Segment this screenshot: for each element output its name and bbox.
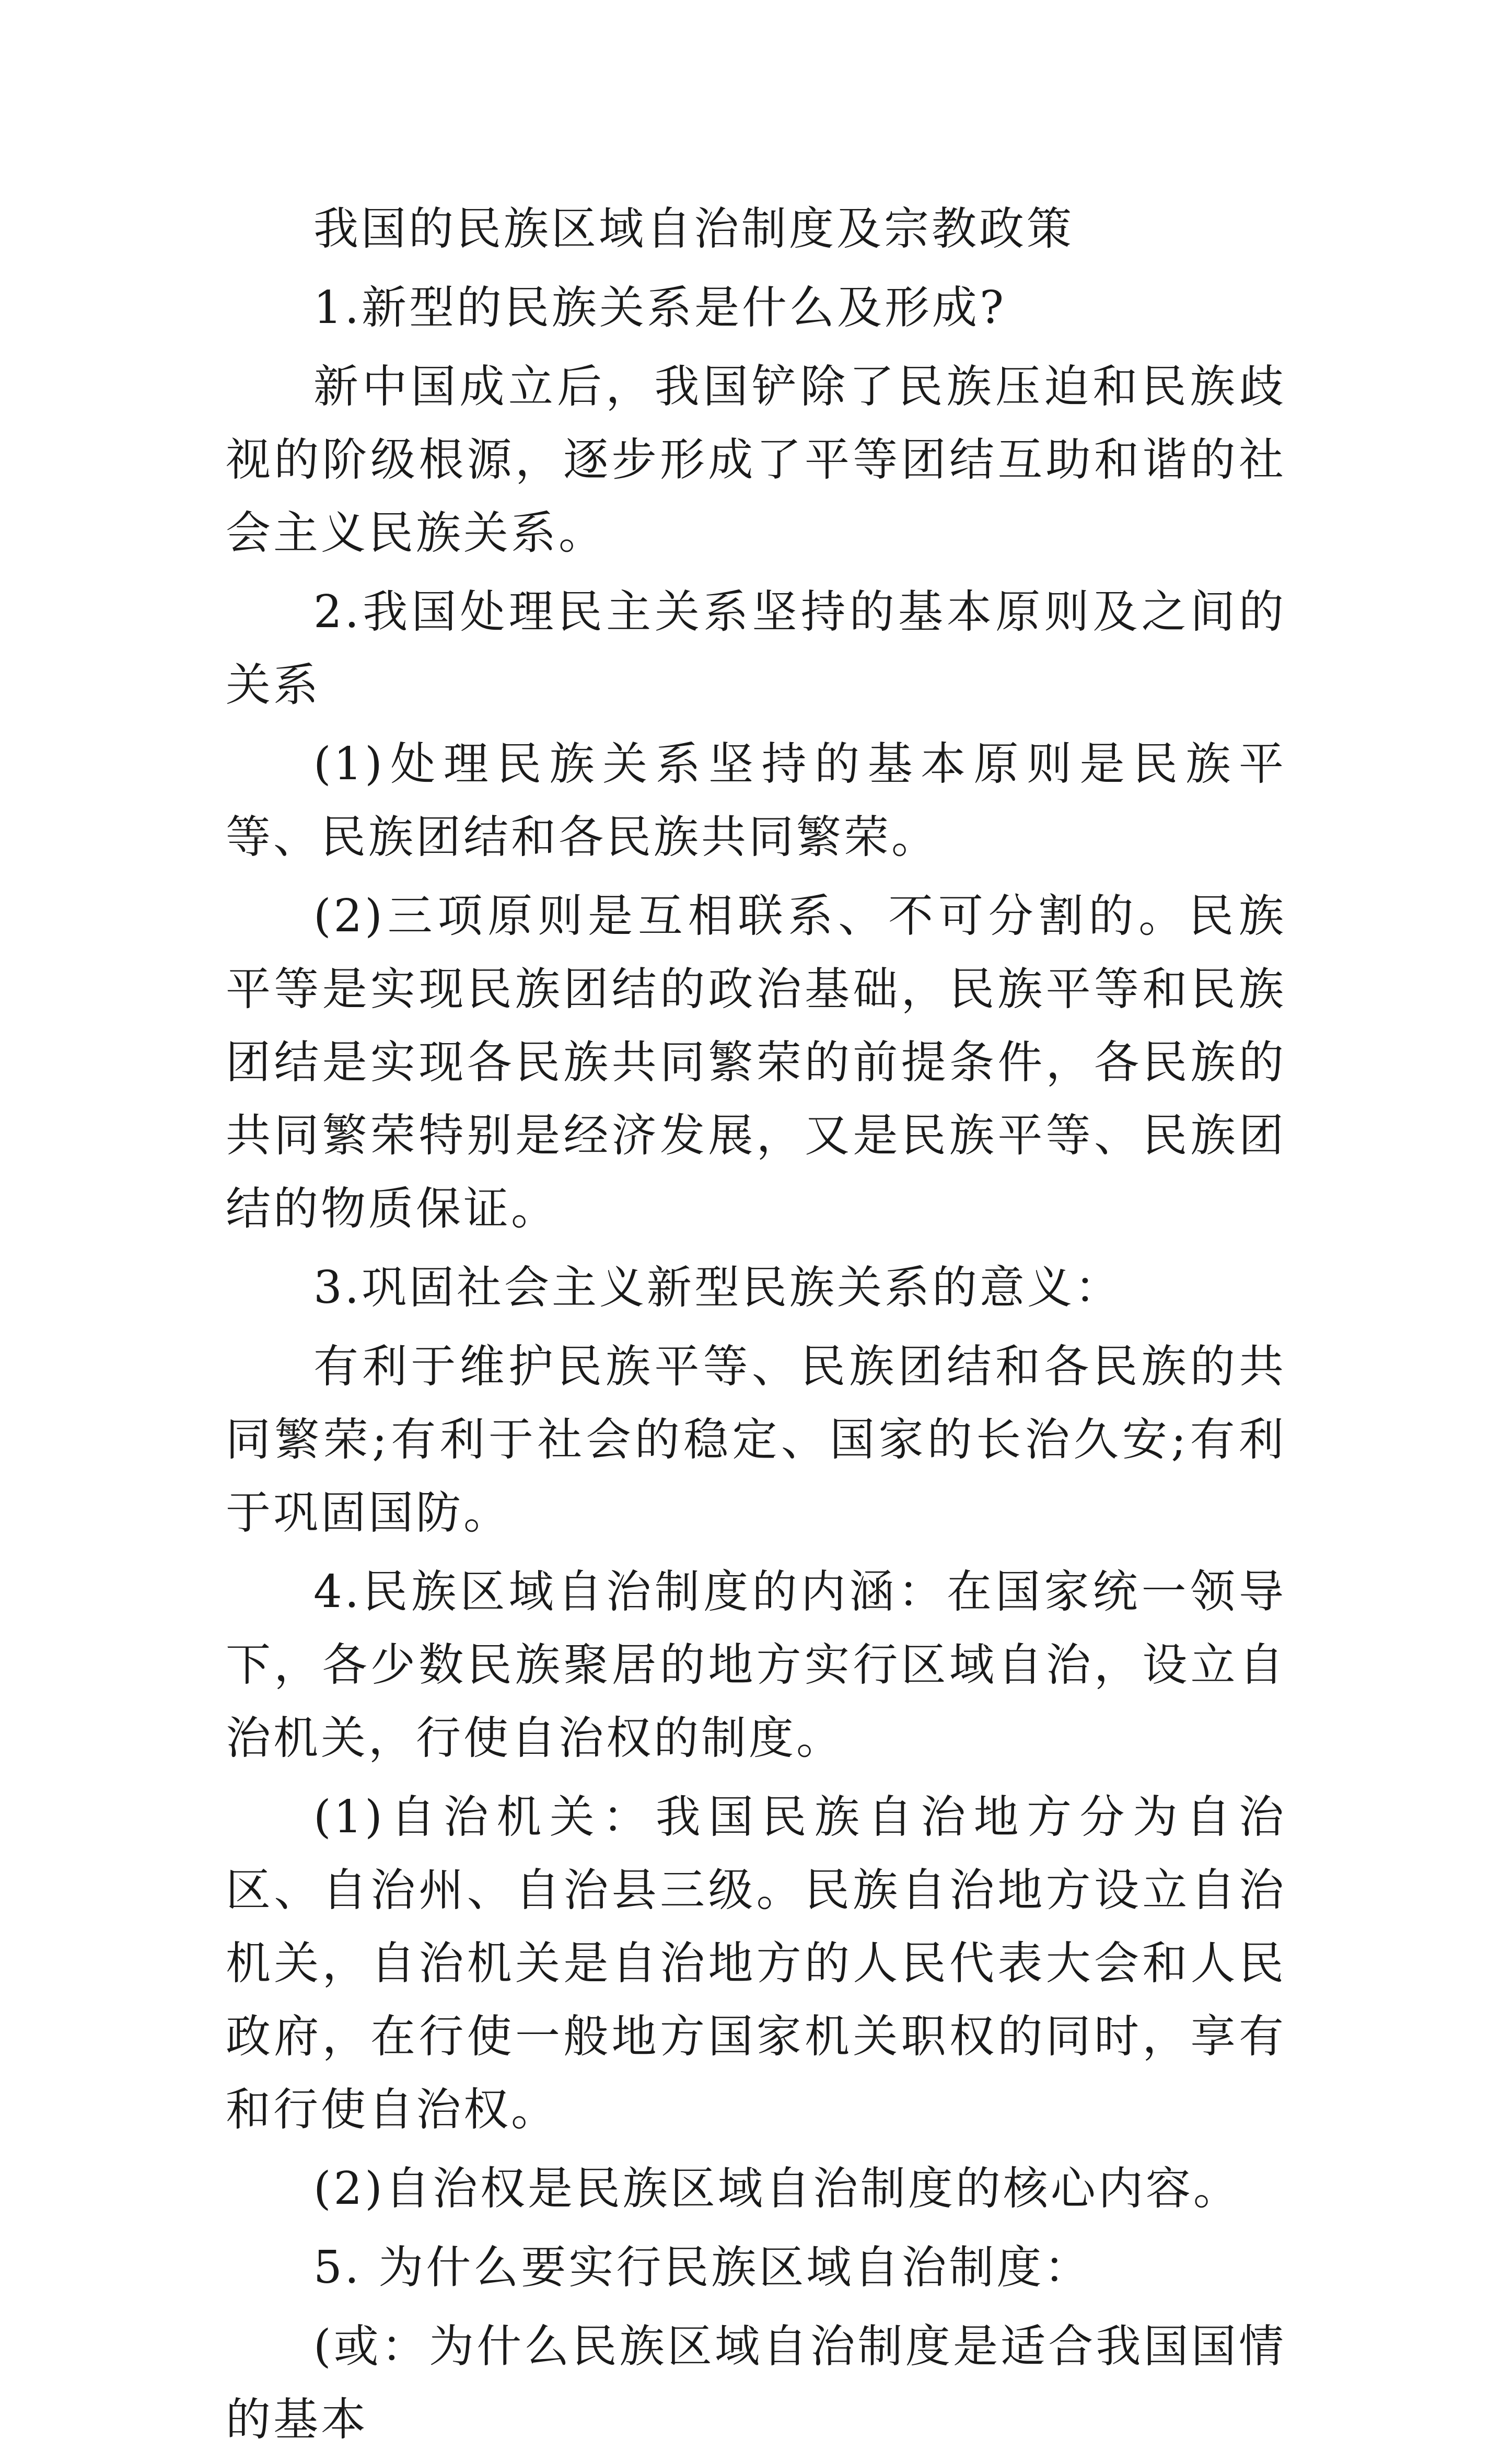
document-title: 我国的民族区域自治制度及宗教政策 <box>313 203 1074 255</box>
paragraph: (2)自治权是民族区域自治制度的核心内容。 <box>313 2163 1241 2215</box>
paragraph: (或：为什么民族区域自治制度是适合我国国情的基本 <box>226 2320 1286 2446</box>
paragraph: 5. 为什么要实行民族区域自治制度： <box>313 2241 1092 2294</box>
document-body <box>226 192 1286 2462</box>
paragraph: 3.巩固社会主义新型民族关系的意义： <box>313 1262 1123 1314</box>
paragraph: 2.我国处理民主关系坚持的基本原则及之间的关系 <box>226 586 1286 711</box>
paragraph: (2)三项原则是互相联系、不可分割的。民族平等是实现民族团结的政治基础，民族平等和民族团结是实现各民族共同繁荣的前提条件，各民族的共同繁荣特别是经济发展，又是民族平等、民族团结的物质保证。 <box>226 890 1286 1235</box>
paragraph: (1)处理民族关系坚持的基本原则是民族平等、民族团结和各民族共同繁荣。 <box>226 738 1286 863</box>
paragraph: 有利于维护民族平等、民族团结和各民族的共同繁荣;有利于社会的稳定、国家的长治久安;有利于巩固国防。 <box>226 1340 1286 1539</box>
paragraph: 1.新型的民族关系是什么及形成? <box>313 282 1007 334</box>
paragraph: 4.民族区域自治制度的内涵：在国家统一领导下，各少数民族聚居的地方实行区域自治，设立自治机关，行使自治权的制度。 <box>226 1566 1286 1764</box>
paragraph: (1)自治机关：我国民族自治地方分为自治区、自治州、自治县三级。民族自治地方设立自治机关，自治机关是自治地方的人民代表大会和人民政府，在行使一般地方国家机关职权的同时，享有和行使自治权。 <box>226 1791 1286 2136</box>
paragraph: 新中国成立后，我国铲除了民族压迫和民族歧视的阶级根源，逐步形成了平等团结互助和谐的社会主义民族关系。 <box>226 361 1286 559</box>
